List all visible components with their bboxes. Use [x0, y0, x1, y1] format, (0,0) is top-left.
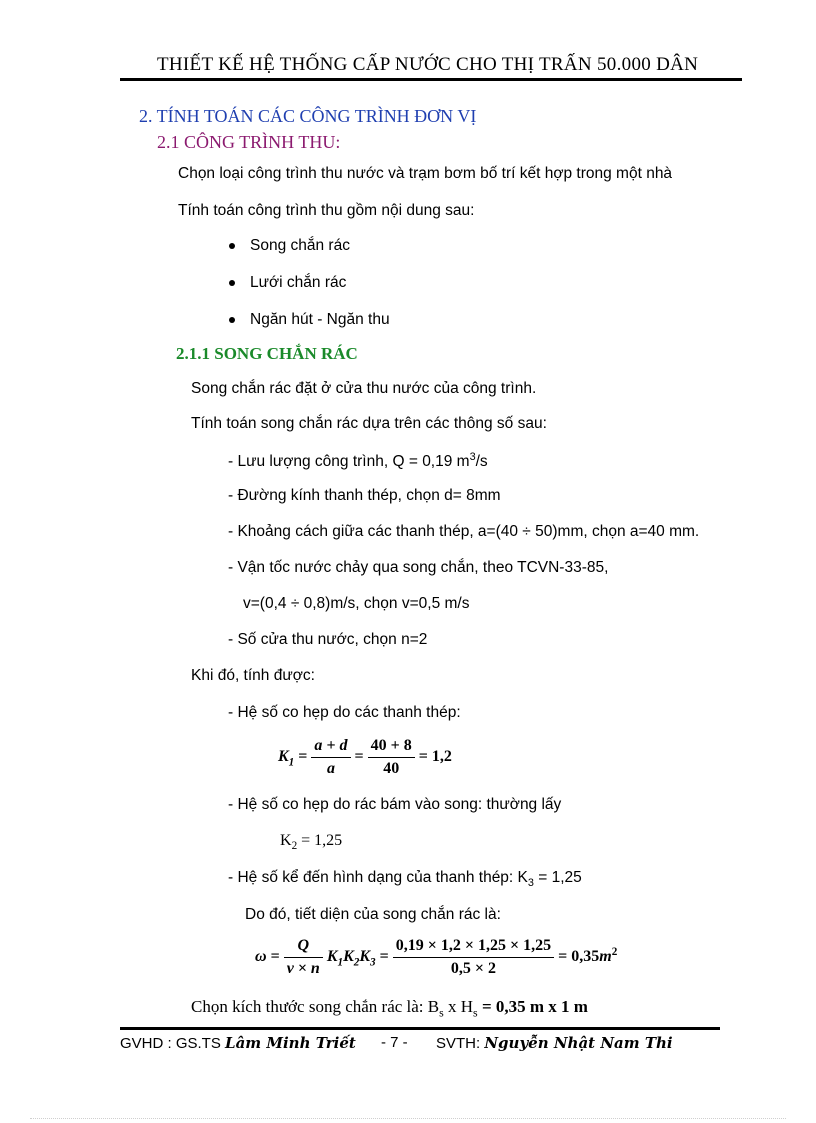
area-intro-text: Do đó, tiết diện của song chắn rác là: — [245, 906, 501, 923]
coefficient-k2-text: - Hệ số co hẹp do rác bám vào song: thường lấy — [228, 796, 562, 813]
parameter-flow-rate: - Lưu lượng công trình, Q = 0,19 $m^3/s$ — [228, 451, 488, 471]
bullet-item: Lưới chắn rác — [250, 274, 347, 291]
bullet-dot-icon — [229, 317, 235, 323]
bullet-dot-icon — [229, 243, 235, 249]
parameter-bar-diameter: - Đường kính thanh thép, chọn d= 8mm — [228, 487, 501, 504]
footer-student: SVTH: Nguyễn Nhật Nam Thi — [436, 1034, 673, 1052]
formula-k1: $K_1$ = $\frac{a + d}{a}$ = $\frac{40 + 8}{40}$ = 1,2 — [278, 737, 452, 777]
bullet-item: Ngăn hút - Ngăn thu — [250, 311, 390, 328]
intro-line-1: Chọn loại công trình thu nước và trạm bơm bố trí kết hợp trong một nhà — [178, 165, 673, 182]
coefficient-k2-value: $K_2 = 1,25$ — [280, 832, 343, 853]
footer-page-number: - 7 - — [381, 1034, 408, 1051]
page-edge-dotted-line — [30, 1118, 786, 1119]
footer-rule — [120, 1027, 720, 1030]
subsubsection-title: 2.1.1 SONG CHẮN RÁC — [176, 344, 358, 363]
parameter-velocity: - Vận tốc nước chảy qua song chắn, theo TCVN-33-85, — [228, 559, 609, 576]
header-rule — [120, 78, 742, 81]
intro-line-2: Tính toán công trình thu gồm nội dung sau: — [178, 202, 475, 219]
bullet-item: Song chắn rác — [250, 237, 350, 254]
bullet-dot-icon — [229, 280, 235, 286]
body-paragraph: Khi đó, tính được: — [191, 667, 315, 684]
footer-advisor: GVHD : GS.TS Lâm Minh Triết — [120, 1034, 356, 1052]
body-paragraph: Tính toán song chắn rác dựa trên các thông số sau: — [191, 415, 547, 432]
chosen-dimensions-text: Chọn kích thước song chắn rác là: $B_s$ x $H_s = 0,35$ m x 1 m — [191, 997, 588, 1020]
parameter-intake-count: - Số cửa thu nước, chọn n=2 — [228, 631, 428, 648]
parameter-velocity-range: v=(0,4 ÷ 0,8)m/s, chọn v=0,5 m/s — [243, 595, 470, 612]
parameter-bar-spacing: - Khoảng cách giữa các thanh thép, a=(40 ÷ 50)mm, chọn a=40 mm. — [228, 523, 700, 540]
page-header-title: THIẾT KẾ HỆ THỐNG CẤP NƯỚC CHO THỊ TRẤN 50.000 DÂN — [157, 54, 699, 75]
coefficient-k3-text: - Hệ số kể đến hình dạng của thanh thép: $K_3 = 1,25$ — [228, 869, 582, 890]
section-title: 2. TÍNH TOÁN CÁC CÔNG TRÌNH ĐƠN VỊ — [139, 106, 477, 126]
coefficient-k1-text: - Hệ số co hẹp do các thanh thép: — [228, 704, 461, 721]
formula-area: ω = $\frac{Q}{v \times n}$ $K_1K_2K_3$ = $\frac{0,19 \times 1,2 \times 1,25 \times 1,25}{0,5 \times 2}$ = $0,35m^2$ — [255, 937, 618, 977]
body-paragraph: Song chắn rác đặt ở cửa thu nước của công trình. — [191, 380, 537, 397]
subsection-title: 2.1 CÔNG TRÌNH THU: — [157, 132, 341, 152]
